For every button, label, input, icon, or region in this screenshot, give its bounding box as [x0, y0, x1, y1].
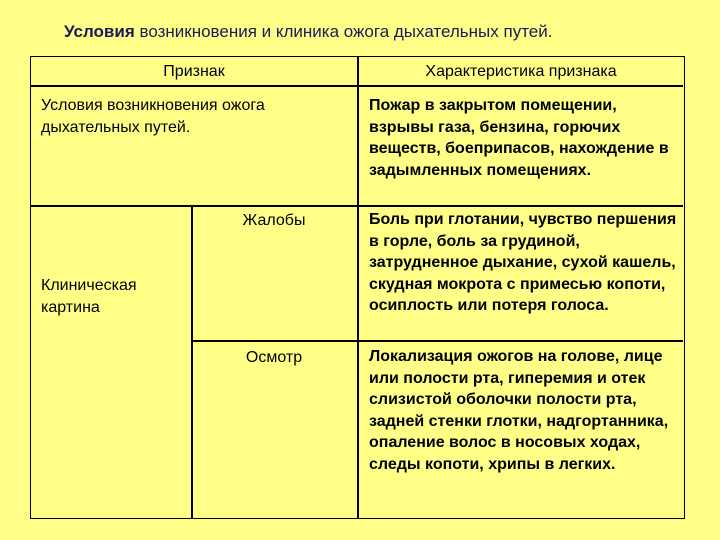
header-divider — [31, 85, 683, 87]
signs-table — [30, 56, 685, 519]
header-characteristic: Характеристика признака — [425, 63, 617, 80]
header-sign: Признак — [163, 63, 225, 80]
clinical-picture-label: Клиническая картина — [41, 277, 137, 316]
vertical-divider — [357, 57, 359, 518]
title-rest: возникновения и клиника ожога дыхательных путей. — [134, 22, 553, 41]
title-first-word: Условия — [64, 22, 135, 41]
row-divider-conditions — [31, 205, 683, 207]
conditions-value: Пожар в закрытом помещении, взрывы газа, бензина, горючих веществ, боеприпасов, нахождение в задымленных помещениях. — [369, 97, 669, 179]
examination-label: Осмотр — [245, 349, 303, 366]
slide-title — [64, 22, 552, 42]
examination-value: Локализация ожогов на голове, лице или полости рта, гиперемия и отек слизистой оболочки полости рта, задней стенки глотки, надгортанника, опаление волос в носовых ходах, следы копоти, хрипы в легких. — [369, 348, 669, 473]
row-divider-examination — [191, 340, 683, 342]
conditions-label: Условия возникновения ожога дыхательных путей. — [41, 97, 265, 136]
complaints-value: Боль при глотании, чувство першения в горле, боль за грудиной, затрудненное дыхание, сухой кашель, скудная мокрота с примесью копоти, осиплость или потеря голоса. — [369, 211, 677, 314]
complaints-label: Жалобы — [242, 212, 306, 229]
